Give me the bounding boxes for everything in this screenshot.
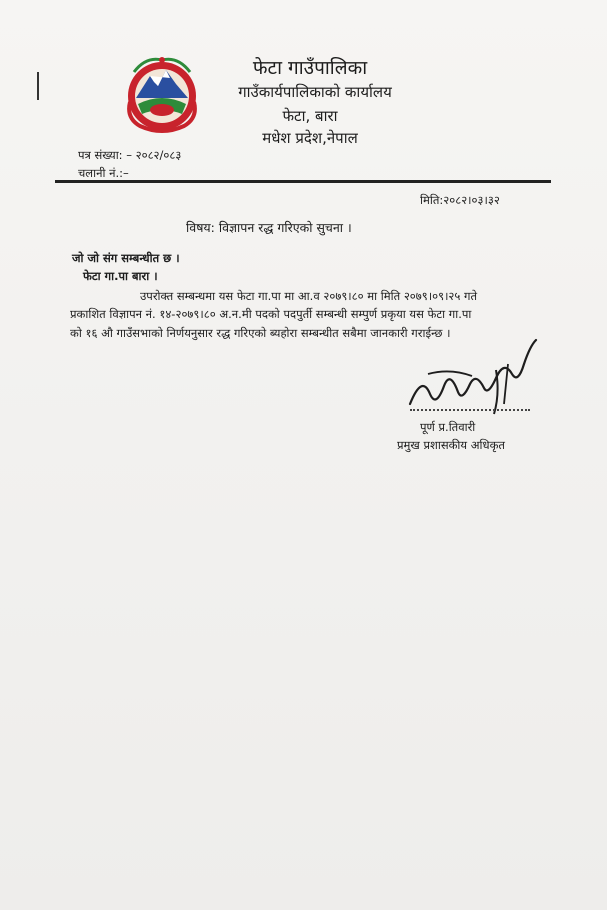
recipient-line-2: फेटा गा.पा बारा । (83, 269, 158, 283)
signature-line (410, 409, 530, 411)
office-province: मधेश प्रदेश,नेपाल (262, 129, 358, 147)
letter-date: मिति:२०८२।०३।३२ (420, 193, 500, 207)
office-location: फेटा, बारा (282, 107, 338, 125)
reference-number: पत्र संख्या: – २०८२/०८३ (78, 148, 182, 162)
body-line-1: उपरोक्त सम्बन्धमा यस फेटा गा.पा मा आ.व २०७९।८० मा मिति २०७९।०९।२५ गते (140, 289, 478, 303)
signatory-title: प्रमुख प्रशासकीय अधिकृत (397, 438, 505, 452)
header-divider (55, 180, 551, 183)
letter-subject: विषय: विज्ञापन रद्ध गरिएको सुचना । (186, 220, 352, 235)
dispatch-number: चलानी नं.:– (78, 166, 129, 180)
handwritten-signature (400, 334, 540, 418)
office-subtitle: गाउँकार्यपालिकाको कार्यालय (238, 83, 392, 101)
margin-mark (37, 72, 39, 100)
body-line-3: को १६ औ गाउँसभाको निर्णयनुसार रद्ध गरिएको ब्यहोरा सम्बन्धीत सबैमा जानकारी गराईन्छ । (70, 326, 451, 340)
body-line-2: प्रकाशित विज्ञापन नं. १४-२०७९।८० अ.न.मी पदको पदपुर्ती सम्बन्धी सम्पुर्ण प्रकृया यस फेटा गा.पा (70, 307, 472, 321)
signatory-name: पूर्ण प्र.तिवारी (420, 420, 476, 434)
office-name: फेटा गाउँपालिका (252, 57, 368, 79)
nepal-government-emblem-icon (120, 52, 204, 136)
recipient-line-1: जो जो संग सम्बन्धीत छ । (72, 251, 180, 265)
